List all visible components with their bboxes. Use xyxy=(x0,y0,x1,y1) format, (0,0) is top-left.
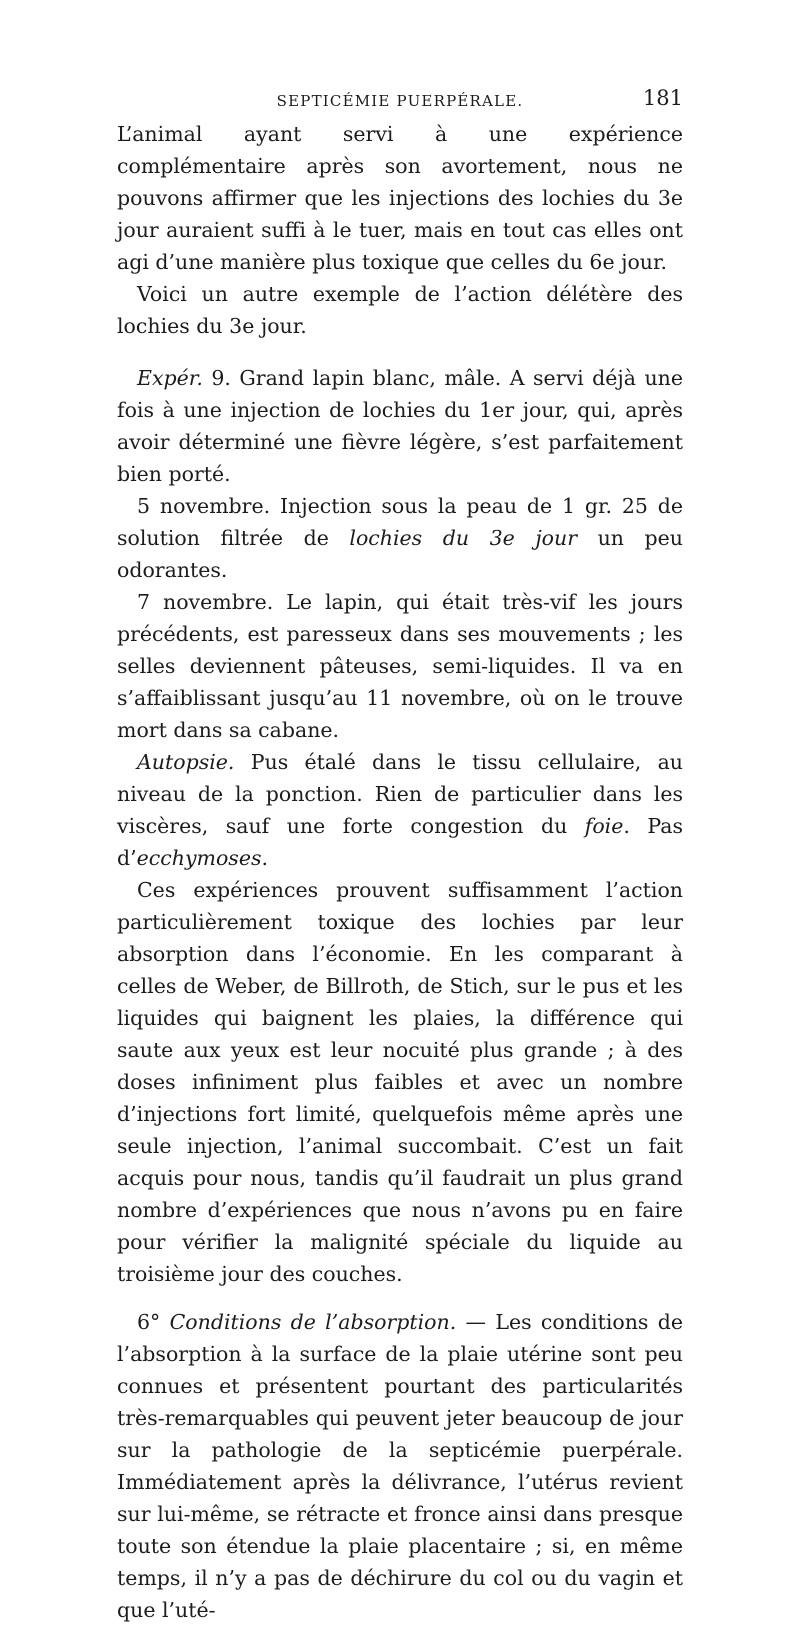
experiment-label: Expér. xyxy=(137,366,203,390)
book-page xyxy=(117,86,683,1626)
section-6-heading: Conditions de l’absorption. xyxy=(169,1310,457,1334)
autopsy-text-a: Pus étalé dans le tissu cellulaire, au niveau de la ponction. Rien de particulier dans les viscères, sauf une forte congestion du xyxy=(117,750,683,838)
experiment-9-paragraph xyxy=(117,362,683,490)
section-6-dash: — xyxy=(456,1310,496,1334)
november-5-text-b: un peu odorantes. xyxy=(117,526,683,582)
experiment-9-text: 9. Grand lapin blanc, mâle. A servi déjà une fois à une injection de lochies du 1er jour, qui, après avoir déterminé une fièvre légère, s’est parfaitement bien porté. xyxy=(117,366,683,486)
section-6-text: Les conditions de l’absorption à la surface de la plaie utérine sont peu connues et présentent pourtant des particularités très-remarquables qui peuvent jeter beaucoup de jour sur la pathologie de la septicémie puerpérale. Immédiatement après la délivrance, l’utérus revient sur lui-même, se rétracte et fronce ainsi dans presque toute son étendue la plaie placentaire ; si, en même temps, il n’y a pas de déchirure du col ou du vagin et que l’uté- xyxy=(117,1310,683,1622)
november-5-paragraph xyxy=(117,490,683,586)
autopsy-paragraph xyxy=(117,746,683,874)
november-5-italic: lochies du 3e jour xyxy=(349,526,578,550)
page-number: 181 xyxy=(642,86,683,110)
paragraph-1: L’animal ayant servi à une expérience complémentaire après son avortement, nous ne pouvons affirmer que les injections des lochies du 3e jour auraient suffi à le tuer, mais en tout cas elles ont agi d’une manière plus toxique que celles du 6e jour. xyxy=(117,122,683,274)
paragraph-2: Voici un autre exemple de l’action délétère des lochies du 3e jour. xyxy=(117,282,683,338)
autopsy-italic-ecchymoses: ecchymoses xyxy=(136,846,262,870)
section-6-paragraph xyxy=(117,1306,683,1626)
conclusion-paragraph: Ces expériences prouvent suffisamment l’action particulièrement toxique des lochies par leur absorption dans l’économie. En les comparant à celles de Weber, de Billroth, de Stich, sur le pus et les liquides qui baignent les plaies, la différence qui saute aux yeux est leur nocuité plus grande ; à des doses infiniment plus faibles et avec un nombre d’injections fort limité, quelquefois même après une seule injection, l’animal succombait. C’est un fait acquis pour nous, tandis qu’il faudrait un plus grand nombre d’expériences que nous n’avons pu en faire pour vérifier la malignité spéciale du liquide au troisième jour des couches. xyxy=(117,878,683,1286)
section-6-number: 6° xyxy=(137,1310,161,1334)
autopsy-text-c: . xyxy=(261,846,269,870)
autopsy-label: Autopsie. xyxy=(137,750,235,774)
november-5-text-a: 5 novembre. Injection sous la peau de 1 gr. 25 de solution filtrée de xyxy=(117,494,683,550)
autopsy-italic-foie: foie xyxy=(584,814,624,838)
autopsy-text-b: . Pas d’ xyxy=(117,814,683,870)
november-7-paragraph: 7 novembre. Le lapin, qui était très-vif les jours précédents, est paresseux dans ses mouvements ; les selles deviennent pâteuses, semi-liquides. Il va en s’affaiblissant jusqu’au 11 novembre, où on le trouve mort dans sa cabane. xyxy=(117,590,683,742)
page-header xyxy=(117,86,683,114)
running-title: SEPTICÉMIE PUERPÉRALE. xyxy=(276,92,524,110)
